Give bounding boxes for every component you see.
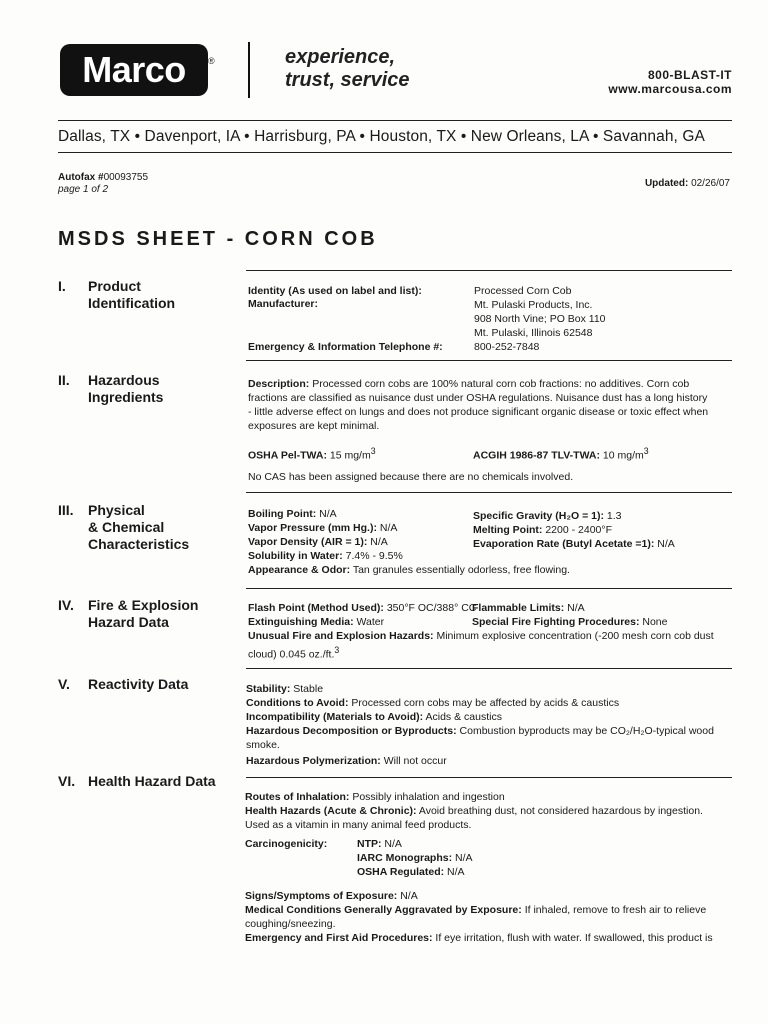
section-5-number: V. (58, 676, 70, 692)
routes-label: Routes of Inhalation: (245, 791, 350, 803)
section-3-title (88, 502, 189, 553)
description-line-4: exposures are kept minimal. (248, 420, 380, 432)
identity-label: Identity (As used on label and list): (248, 285, 422, 297)
extinguishing-media-label: Extinguishing Media: (248, 616, 354, 628)
appearance-value: Tan granules essentially odorless, free flowing. (352, 564, 570, 576)
signs-value: N/A (400, 890, 418, 902)
extinguishing-media (248, 615, 384, 629)
autofax-label: Autofax # (58, 172, 104, 183)
acgih-label: ACGIH 1986-87 TLV-TWA: (473, 449, 600, 462)
description (248, 377, 728, 433)
header-rule-bottom (58, 152, 732, 153)
melting-point-label: Melting Point: (473, 524, 543, 536)
decomposition-value-2: smoke. (246, 739, 280, 751)
conditions-avoid-label: Conditions to Avoid: (246, 697, 349, 709)
stability-label: Stability: (246, 683, 291, 695)
section-2-number: II. (58, 372, 70, 388)
unusual-hazards-value-1: Minimum explosive concentration (-200 mesh corn cob dust (436, 630, 714, 642)
unusual-hazards (248, 629, 728, 662)
section-1-number: I. (58, 278, 66, 294)
ntp-value: N/A (384, 838, 402, 850)
polymerization-value: Will not occur (383, 755, 447, 767)
medical-conditions-value-2: coughing/sneezing. (245, 918, 336, 930)
iarc-value: N/A (455, 852, 473, 864)
flammable-limits-value: N/A (567, 602, 585, 614)
unusual-hazards-label: Unusual Fire and Explosion Hazards: (248, 630, 434, 642)
vapor-pressure-label: Vapor Pressure (mm Hg.): (248, 522, 377, 534)
unusual-hazards-value-2: cloud) 0.045 oz./ft. (248, 648, 335, 661)
tagline-line-1: experience, (285, 46, 396, 68)
special-fire-fighting-label: Special Fire Fighting Procedures: (472, 616, 640, 628)
company-phone: 800-BLAST-IT (647, 68, 732, 82)
osha-pel (248, 444, 376, 463)
carcinogenicity-values (357, 837, 473, 879)
updated-label: Updated: (644, 178, 689, 189)
section-3-title-line-1: Physical (88, 502, 145, 518)
section-4-title-line-1: Fire & Explosion (88, 597, 199, 613)
health-details (245, 790, 731, 832)
reactivity-details (246, 682, 730, 768)
flash-point-value: 350°F OC/388° CC (386, 602, 477, 614)
description-line-2: fractions are classified as nuisance dust under OSHA regulations. Nuisance dust has a long history (248, 392, 708, 404)
solubility-label: Solubility in Water: (248, 550, 343, 562)
emergency-phone-value: 800-252-7848 (474, 341, 540, 353)
emergency-phone-label: Emergency & Information Telephone #: (248, 341, 443, 353)
section-rule-1 (246, 270, 732, 271)
signs-label: Signs/Symptoms of Exposure: (245, 890, 398, 902)
tagline (285, 46, 410, 92)
ntp-label: NTP: (357, 838, 382, 850)
physical-right-column (473, 509, 675, 551)
health-hazards-value-2: Used as a vitamin in many animal feed products. (245, 819, 472, 831)
decomposition-label: Hazardous Decomposition or Byproducts: (246, 725, 457, 737)
routes-value: Possibly inhalation and ingestion (352, 791, 505, 803)
vapor-density-label: Vapor Density (AIR = 1): (248, 536, 368, 548)
health-hazards-value: Avoid breathing dust, not considered hazardous by ingestion. (418, 805, 703, 817)
vapor-pressure-value: N/A (379, 522, 398, 534)
incompatibility-label: Incompatibility (Materials to Avoid): (246, 711, 424, 723)
polymerization-label: Hazardous Polymerization: (246, 755, 381, 767)
section-rule-4 (246, 588, 732, 589)
header-divider (248, 42, 250, 98)
page-number: page 1 of 2 (58, 184, 109, 195)
autofax (58, 172, 148, 183)
medical-conditions-value: If inhaled, remove to fresh air to relieve (524, 904, 707, 916)
melting-point-value: 2200 - 2400°F (545, 524, 612, 536)
section-rule-6 (246, 777, 732, 778)
section-6-number: VI. (58, 773, 76, 789)
exposure-details (245, 889, 731, 945)
section-1-title (88, 278, 175, 312)
description-label: Description: (248, 378, 310, 390)
solubility-value: 7.4% - 9.5% (345, 550, 403, 562)
special-fire-fighting-value: None (642, 616, 668, 628)
decomposition-value: Combustion byproducts may be CO₂/H₂O-typical wood (459, 725, 714, 737)
document-title: MSDS SHEET - CORN COB (58, 228, 378, 250)
extinguishing-media-value: Water (356, 616, 385, 628)
section-3-title-line-3: Characteristics (88, 536, 190, 552)
flash-point-label: Flash Point (Method Used): (248, 602, 384, 614)
section-3-number: III. (58, 502, 74, 518)
section-rule-2 (246, 360, 732, 361)
evaporation-rate-label: Evaporation Rate (Butyl Acetate =1): (473, 538, 655, 550)
boiling-point-label: Boiling Point: (248, 508, 317, 520)
acgih-superscript: 3 (643, 446, 649, 456)
specific-gravity-value: 1.3 (606, 510, 622, 522)
manufacturer-address-2: Mt. Pulaski, Illinois 62548 (474, 327, 593, 339)
section-rule-3 (246, 492, 732, 493)
identity-value: Processed Corn Cob (474, 285, 572, 297)
carcinogenicity-label: Carcinogenicity: (245, 838, 328, 850)
section-1-title-line-2: Identification (88, 295, 176, 311)
section-5-title: Reactivity Data (88, 676, 189, 692)
section-rule-5 (246, 668, 732, 669)
tagline-line-2: trust, service (285, 69, 410, 91)
first-aid-value: If eye irritation, flush with water. If swallowed, this product is (435, 932, 713, 944)
autofax-value: 00093755 (103, 172, 149, 183)
specific-gravity-label: Specific Gravity (H₂O = 1): (473, 510, 604, 522)
stability-value: Stable (293, 683, 324, 695)
logo-text: Marco (82, 49, 186, 90)
boiling-point-value: N/A (319, 508, 337, 520)
osha-pel-label: OSHA Pel-TWA: (248, 449, 327, 462)
osha-regulated-label: OSHA Regulated: (357, 866, 445, 878)
incompatibility-value: Acids & caustics (425, 711, 502, 723)
osha-regulated-value: N/A (447, 866, 465, 878)
header-rule-top (58, 120, 732, 121)
appearance-label: Appearance & Odor: (248, 564, 351, 576)
conditions-avoid-value: Processed corn cobs may be affected by acids & caustics (351, 697, 620, 709)
flammable-limits (472, 601, 585, 615)
manufacturer-label: Manufacturer: (248, 298, 319, 310)
section-4-number: IV. (58, 597, 74, 613)
contact-block (608, 68, 732, 96)
cas-note: No CAS has been assigned because there are no chemicals involved. (248, 471, 574, 483)
evaporation-rate-value: N/A (657, 538, 675, 550)
updated-date (645, 178, 730, 189)
description-line-3: - little adverse effect on lungs and does not produce significant organic disease or toxic effect when (248, 406, 709, 418)
section-4-title (88, 597, 198, 631)
special-fire-fighting (472, 615, 667, 629)
description-line-1: Processed corn cobs are 100% natural corn cob fractions: no additives. Corn cob (312, 378, 690, 390)
vapor-density-value: N/A (370, 536, 388, 548)
iarc-label: IARC Monographs: (357, 852, 453, 864)
manufacturer-address-1: 908 North Vine; PO Box 110 (474, 313, 606, 325)
section-1-title-line-1: Product (88, 278, 141, 294)
osha-pel-superscript: 3 (370, 446, 376, 456)
updated-value: 02/26/07 (691, 178, 730, 189)
section-2-title-line-2: Ingredients (88, 389, 164, 405)
flash-point (248, 601, 476, 615)
section-2-title (88, 372, 163, 406)
section-2-title-line-1: Hazardous (88, 372, 160, 388)
unusual-hazards-superscript: 3 (334, 645, 340, 655)
acgih-value: 10 mg/m (602, 449, 644, 462)
manufacturer-name: Mt. Pulaski Products, Inc. (474, 299, 593, 311)
section-4-title-line-2: Hazard Data (88, 614, 169, 630)
cities-list: Dallas, TX • Davenport, IA • Harrisburg, PA • Houston, TX • New Orleans, LA • Savannah, GA (58, 128, 705, 145)
registered-mark: ® (208, 56, 215, 66)
flammable-limits-label: Flammable Limits: (472, 602, 565, 614)
section-3-title-line-2: & Chemical (88, 519, 165, 535)
acgih-tlv (473, 444, 649, 463)
section-6-title: Health Hazard Data (88, 773, 216, 789)
osha-pel-value: 15 mg/m (329, 449, 371, 462)
company-website: www.marcousa.com (608, 82, 732, 96)
health-hazards-label: Health Hazards (Acute & Chronic): (245, 805, 417, 817)
first-aid-label: Emergency and First Aid Procedures: (245, 932, 433, 944)
medical-conditions-label: Medical Conditions Generally Aggravated by Exposure: (245, 904, 522, 916)
